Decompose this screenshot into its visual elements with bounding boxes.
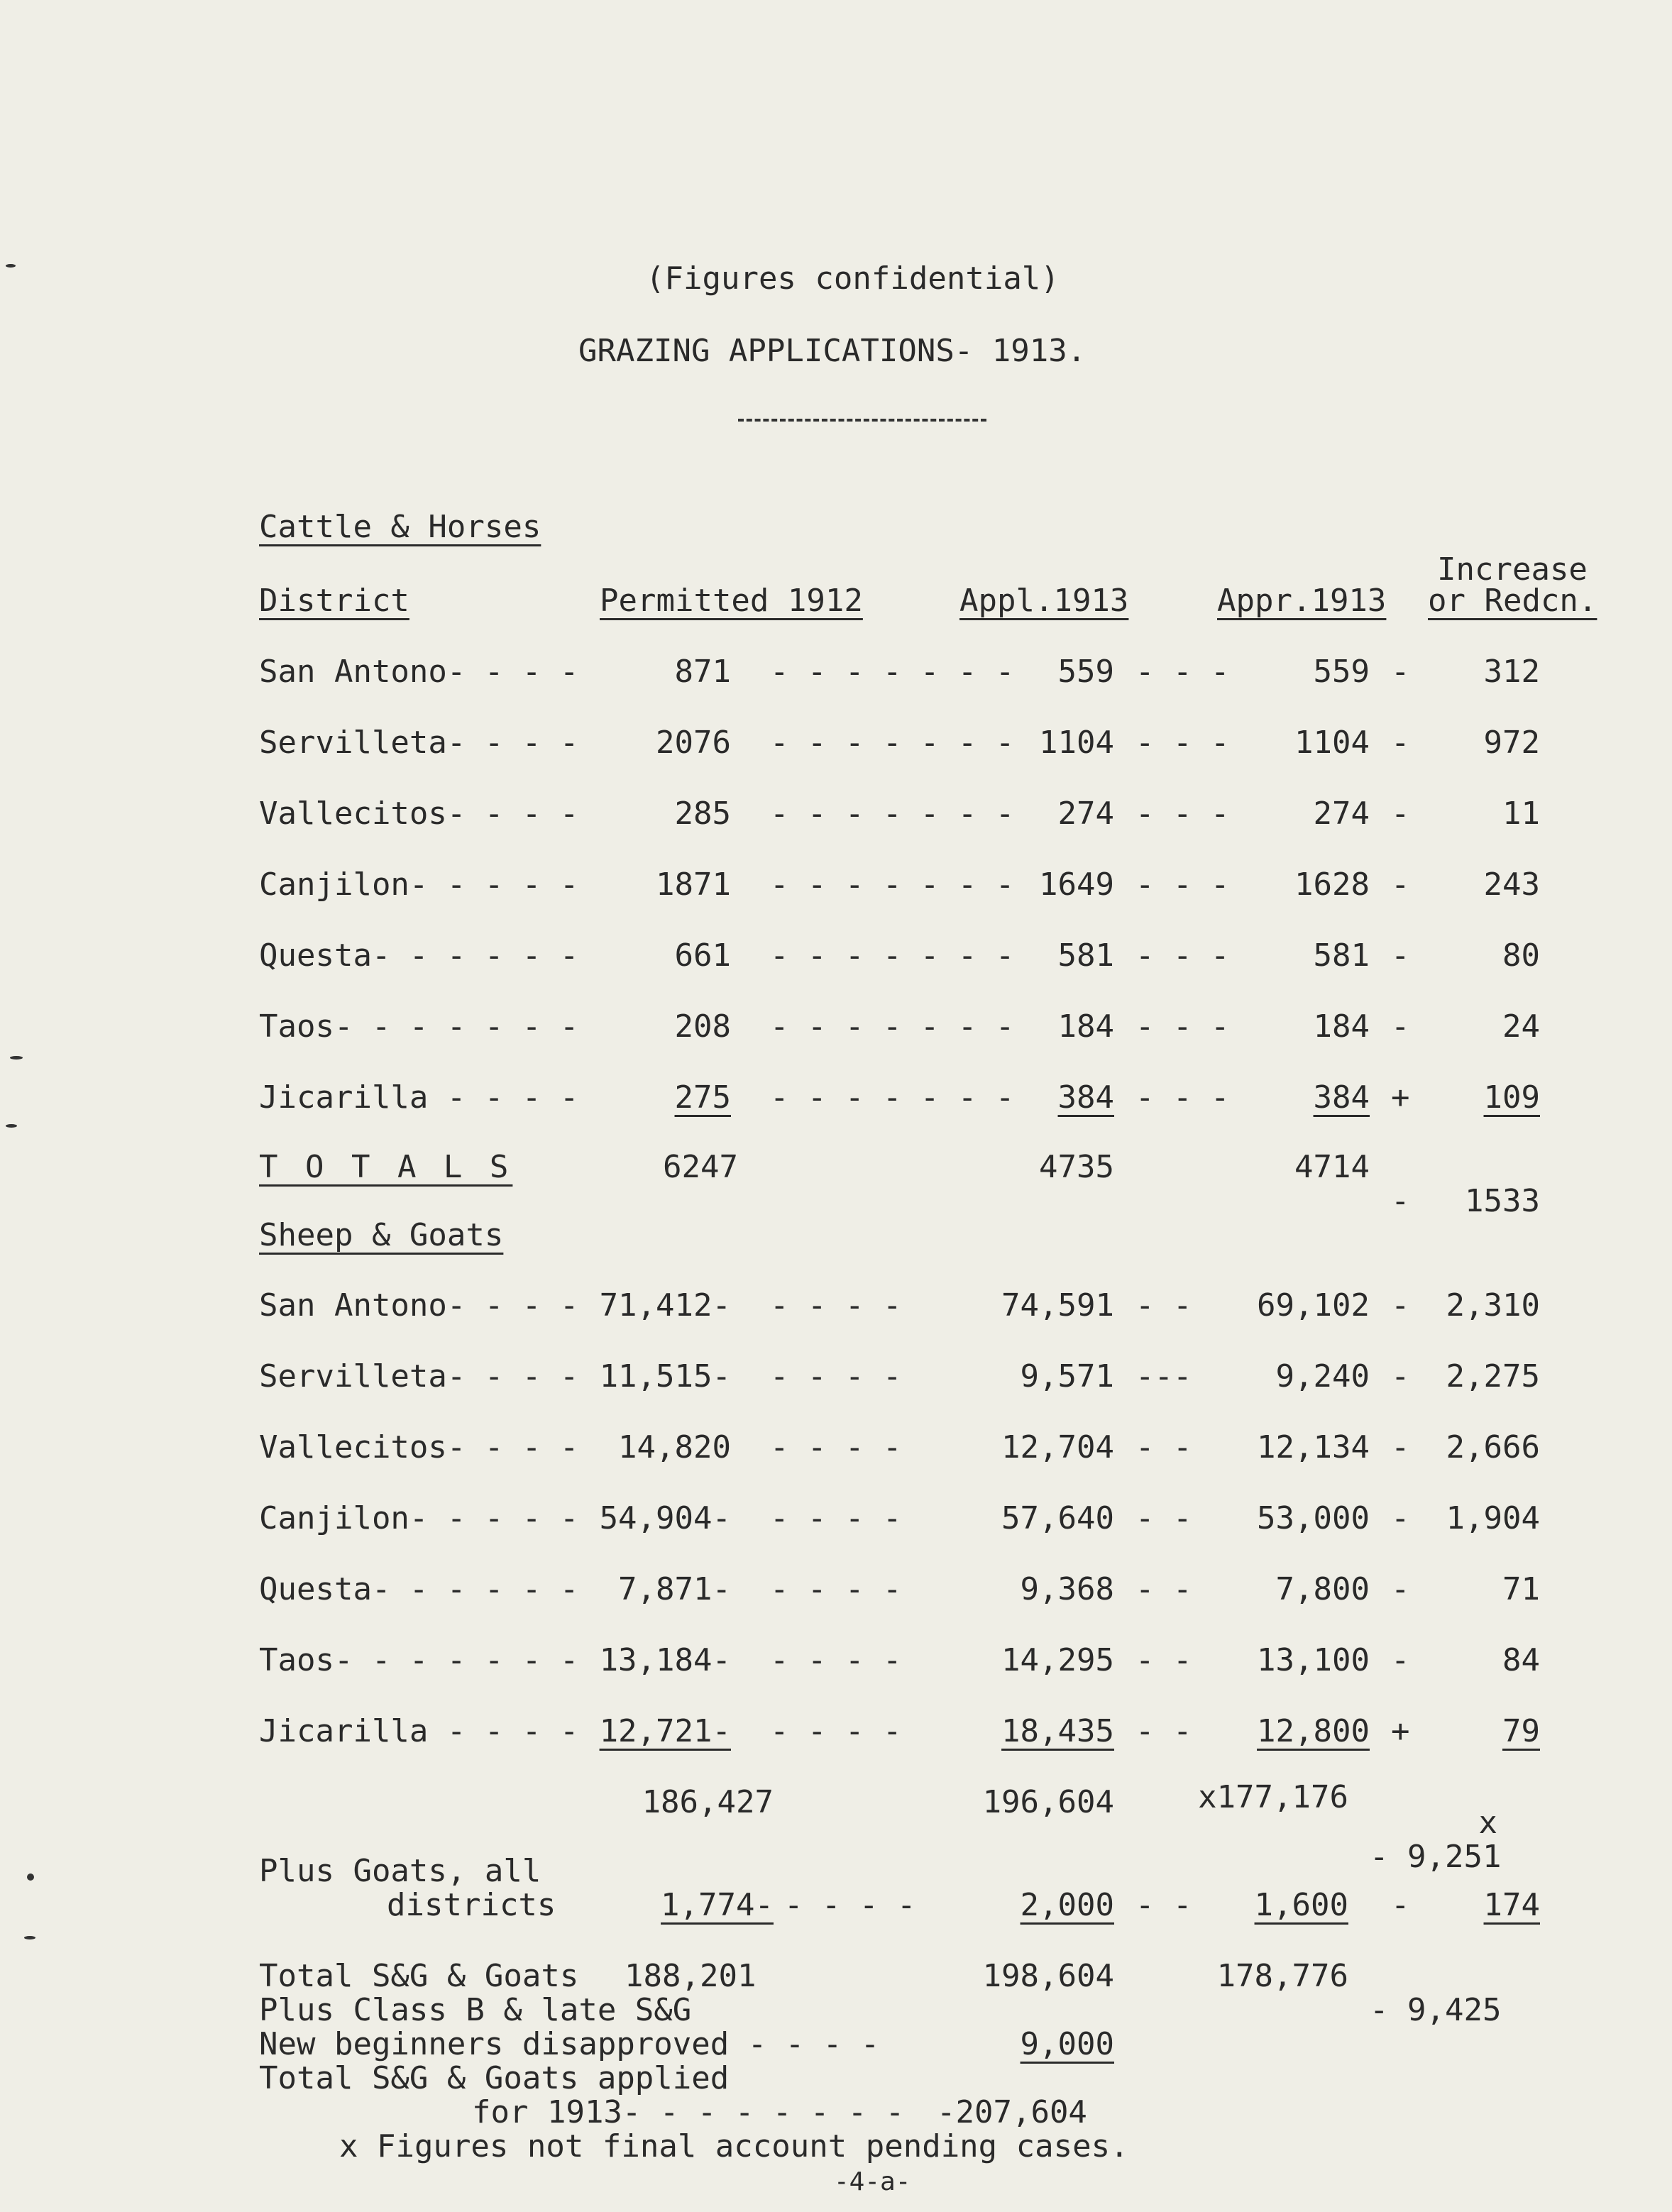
cattle-row-appr: 559	[1313, 654, 1370, 690]
cattle-row-appr	[1192, 1080, 1370, 1116]
new-beginners-value	[944, 2027, 1114, 2062]
plus-goats-label-1: Plus Goats, all	[259, 1853, 541, 1889]
total-sg-appl: 198,604	[982, 1958, 1114, 1994]
cattle-row-appl: 581	[1057, 937, 1114, 974]
total-applied-label-1: Total S&G & Goats applied	[259, 2060, 730, 2096]
sheep-subtotal-change: x - 9,251	[1370, 1805, 1502, 1875]
plus-goats-appl	[958, 1888, 1114, 1923]
total-sg-change: - 9,425	[1370, 1992, 1502, 2028]
column-header-appl: Appl.1913	[959, 583, 1129, 619]
cattle-row-appl-value: 384	[1057, 1079, 1114, 1116]
sheep-row-dash2: - -	[1135, 1571, 1192, 1607]
sheep-row-change: 2,666	[1446, 1429, 1540, 1465]
column-header-increase: Increase	[1437, 551, 1588, 588]
cattle-row-dash1: - - - - - - -	[770, 866, 1015, 903]
cattle-row-district: Jicarilla - - - -	[259, 1079, 579, 1116]
total-applied-value: -207,604	[937, 2094, 1087, 2130]
margin-mark	[10, 1056, 23, 1060]
plus-goats-appl-value: 2,000	[1020, 1887, 1114, 1923]
cattle-row-change: 24	[1502, 1008, 1540, 1045]
cattle-row-change: 80	[1502, 937, 1540, 974]
cattle-row-permitted-value: 275	[674, 1079, 731, 1116]
cattle-row-sign: -	[1391, 796, 1410, 832]
sheep-row-appr: 12,134	[1257, 1429, 1370, 1465]
cattle-row-permitted: 208	[674, 1008, 731, 1045]
sheep-row-district: Taos- - - - - - -	[259, 1642, 579, 1678]
sheep-row-district: Jicarilla - - - -	[259, 1713, 579, 1749]
cattle-row-dash2: - - -	[1135, 796, 1230, 832]
sheep-row-appr: 7,800	[1275, 1571, 1370, 1607]
cattle-row-appl: 559	[1057, 654, 1114, 690]
sheep-row-dash1: - - - -	[770, 1429, 902, 1465]
cattle-row-change: 972	[1483, 725, 1540, 761]
page-title: GRAZING APPLICATIONS- 1913.	[578, 333, 1087, 369]
sheep-row-dash2: - -	[1135, 1500, 1192, 1536]
sheep-row-sign: +	[1391, 1713, 1410, 1749]
sheep-row-dash2: - -	[1135, 1287, 1192, 1324]
cattle-row-district: Canjilon- - - - -	[259, 866, 579, 903]
sheep-row-appl: 14,295	[1001, 1642, 1114, 1678]
total-sg-appr: 178,776	[1216, 1958, 1348, 1994]
total-sg-permitted: 188,201	[625, 1958, 757, 1994]
sheep-subtotal-appl: 196,604	[982, 1784, 1114, 1820]
plus-class-b-label: Plus Class B & late S&G	[259, 1992, 692, 2028]
margin-mark	[6, 1124, 17, 1128]
sheep-section-title: Sheep & Goats	[259, 1217, 504, 1253]
plus-goats-dash1: - - - -	[784, 1887, 916, 1923]
sheep-row-sign: -	[1391, 1358, 1410, 1394]
sheep-row-dash2: - -	[1135, 1713, 1192, 1749]
sheep-row-permitted: 14,820	[618, 1429, 731, 1465]
sheep-subtotal-permitted: 186,427	[642, 1784, 774, 1820]
sheep-row-dash2: - -	[1135, 1429, 1192, 1465]
sheep-row-district: Servilleta- - - -	[259, 1358, 579, 1394]
cattle-row-dash1: - - - - - - -	[770, 1079, 1015, 1116]
cattle-row-dash1: - - - - - - -	[770, 937, 1015, 974]
cattle-row-dash2: - - -	[1135, 725, 1230, 761]
cattle-row-appl: 184	[1057, 1008, 1114, 1045]
sheep-row-dash1: - - - -	[770, 1358, 902, 1394]
cattle-row-dash2: - - -	[1135, 654, 1230, 690]
column-header-appr: Appr.1913	[1217, 583, 1387, 619]
cattle-row-appr: 184	[1313, 1008, 1370, 1045]
sheep-row-dash1: - - - -	[770, 1713, 902, 1749]
sheep-row-sign: -	[1391, 1571, 1410, 1607]
sheep-row-appr: 9,240	[1275, 1358, 1370, 1394]
new-beginners-value-text: 9,000	[1020, 2026, 1114, 2062]
plus-goats-label-2: districts	[387, 1887, 556, 1923]
cattle-row-appl: 1649	[1039, 866, 1114, 903]
sheep-row-dash1: - - - -	[770, 1287, 902, 1324]
plus-goats-appr-value: 1,600	[1254, 1887, 1348, 1923]
sheep-row-appl	[958, 1714, 1114, 1749]
sheep-row-change: 1,904	[1446, 1500, 1540, 1536]
cattle-row-appr: 1104	[1294, 725, 1370, 761]
cattle-total-sign: -	[1391, 1183, 1410, 1219]
cattle-row-dash1: - - - - - - -	[770, 725, 1015, 761]
sheep-row-district: Vallecitos- - - -	[259, 1429, 579, 1465]
sheep-row-permitted: 71,412-	[599, 1287, 731, 1324]
plus-goats-permitted-value: 1,774-	[661, 1887, 774, 1923]
cattle-row-sign: -	[1391, 1008, 1410, 1045]
column-header-district: District	[259, 583, 409, 619]
cattle-row-dash2: - - -	[1135, 937, 1230, 974]
cattle-row-dash2: - - -	[1135, 1008, 1230, 1045]
sheep-row-sign: -	[1391, 1642, 1410, 1678]
plus-goats-dash2: - -	[1135, 1887, 1192, 1923]
sheep-row-sign: -	[1391, 1287, 1410, 1324]
cattle-row-dash2: - - -	[1135, 866, 1230, 903]
sheep-row-permitted: 54,904-	[599, 1500, 731, 1536]
cattle-row-permitted: 1871	[656, 866, 731, 903]
sheep-row-appl: 9,368	[1020, 1571, 1114, 1607]
cattle-row-dash1: - - - - - - -	[770, 796, 1015, 832]
cattle-row-district: Vallecitos- - - -	[259, 796, 579, 832]
cattle-row-appl	[958, 1080, 1114, 1116]
sheep-row-permitted: 7,871-	[618, 1571, 731, 1607]
cattle-row-appr: 581	[1313, 937, 1370, 974]
cattle-totals-label-text: T O T A L S	[259, 1149, 513, 1185]
cattle-row-change: 312	[1483, 654, 1540, 690]
margin-mark	[6, 264, 16, 268]
cattle-row-permitted	[582, 1080, 731, 1116]
sheep-row-sign: -	[1391, 1429, 1410, 1465]
column-header-permitted: Permitted 1912	[600, 583, 863, 619]
cattle-row-change	[1419, 1080, 1540, 1116]
margin-mark	[24, 1936, 35, 1939]
sheep-row-permitted: 13,184-	[599, 1642, 731, 1678]
new-beginners-label: New beginners disapproved - - - -	[259, 2026, 880, 2062]
total-applied-label-2: for 1913- - - - - - - -	[472, 2094, 905, 2130]
sheep-row-appr: 13,100	[1257, 1642, 1370, 1678]
sheep-row-dash1: - - - -	[770, 1571, 902, 1607]
cattle-row-district: San Antono- - - -	[259, 654, 579, 690]
cattle-totals-label	[259, 1150, 512, 1185]
cattle-row-permitted: 285	[674, 796, 731, 832]
cattle-row-district: Questa- - - - - -	[259, 937, 579, 974]
confidential-note: (Figures confidential)	[646, 260, 1060, 297]
cattle-row-appr: 1628	[1294, 866, 1370, 903]
sheep-row-sign: -	[1391, 1500, 1410, 1536]
cattle-row-appl: 274	[1057, 796, 1114, 832]
cattle-row-sign: -	[1391, 937, 1410, 974]
sheep-row-appr: 53,000	[1257, 1500, 1370, 1536]
sheep-row-change: 2,310	[1446, 1287, 1540, 1324]
sheep-row-dash2: - -	[1135, 1642, 1192, 1678]
sheep-row-change	[1419, 1714, 1540, 1749]
plus-goats-change-value: 174	[1483, 1887, 1540, 1923]
sheep-row-dash2: ---	[1135, 1358, 1192, 1394]
cattle-row-district: Taos- - - - - - -	[259, 1008, 579, 1045]
margin-mark	[27, 1873, 34, 1881]
sheep-row-change-value: 79	[1502, 1713, 1540, 1749]
cattle-row-dash1: - - - - - - -	[770, 1008, 1015, 1045]
sheep-subtotal-appr: x177,176	[1198, 1779, 1348, 1815]
page-number: -4-a-	[834, 2167, 911, 2196]
cattle-row-sign: +	[1391, 1079, 1410, 1116]
sheep-row-appr-value: 12,800	[1257, 1713, 1370, 1749]
sheep-row-change: 2,275	[1446, 1358, 1540, 1394]
sheep-row-permitted	[582, 1714, 731, 1749]
total-sg-label: Total S&G & Goats	[259, 1958, 579, 1994]
sheep-row-appl: 57,640	[1001, 1500, 1114, 1536]
cattle-row-dash1: - - - - - - -	[770, 654, 1015, 690]
cattle-row-change: 11	[1502, 796, 1540, 832]
cattle-row-sign: -	[1391, 654, 1410, 690]
title-divider	[738, 419, 986, 422]
sheep-row-appr	[1192, 1714, 1370, 1749]
sheep-row-permitted-value: 12,721-	[599, 1713, 731, 1749]
column-header-reduction: or Redcn.	[1428, 583, 1597, 619]
cattle-row-dash2: - - -	[1135, 1079, 1230, 1116]
cattle-total-change: 1533	[1465, 1183, 1540, 1219]
plus-goats-appr	[1206, 1888, 1348, 1923]
sheep-row-appl-value: 18,435	[1001, 1713, 1114, 1749]
sheep-row-appl: 12,704	[1001, 1429, 1114, 1465]
sheep-row-appr: 69,102	[1257, 1287, 1370, 1324]
sheep-row-appl: 74,591	[1001, 1287, 1114, 1324]
cattle-total-appr: 4714	[1294, 1149, 1370, 1185]
plus-goats-sign: -	[1391, 1887, 1410, 1923]
sheep-row-change: 71	[1502, 1571, 1540, 1607]
sheep-row-district: Questa- - - - - -	[259, 1571, 579, 1607]
cattle-section-title: Cattle & Horses	[259, 509, 541, 545]
sheep-row-district: San Antono- - - -	[259, 1287, 579, 1324]
plus-goats-permitted	[603, 1888, 774, 1923]
cattle-total-permitted: 6247	[663, 1149, 738, 1185]
cattle-row-permitted: 661	[674, 937, 731, 974]
footnote: x Figures not final account pending cases.	[339, 2128, 1129, 2164]
cattle-row-permitted: 871	[674, 654, 731, 690]
cattle-total-appl: 4735	[1039, 1149, 1114, 1185]
cattle-row-permitted: 2076	[656, 725, 731, 761]
sheep-row-change: 84	[1502, 1642, 1540, 1678]
sheep-row-district: Canjilon- - - - -	[259, 1500, 579, 1536]
sheep-row-appl: 9,571	[1020, 1358, 1114, 1394]
plus-goats-change	[1412, 1888, 1540, 1923]
cattle-row-sign: -	[1391, 725, 1410, 761]
cattle-row-change: 243	[1483, 866, 1540, 903]
cattle-row-appr: 274	[1313, 796, 1370, 832]
cattle-row-appr-value: 384	[1313, 1079, 1370, 1116]
sheep-row-permitted: 11,515-	[599, 1358, 731, 1394]
cattle-row-appl: 1104	[1039, 725, 1114, 761]
cattle-row-sign: -	[1391, 866, 1410, 903]
sheep-row-dash1: - - - -	[770, 1500, 902, 1536]
sheep-row-dash1: - - - -	[770, 1642, 902, 1678]
cattle-row-district: Servilleta- - - -	[259, 725, 579, 761]
cattle-row-change-value: 109	[1483, 1079, 1540, 1116]
